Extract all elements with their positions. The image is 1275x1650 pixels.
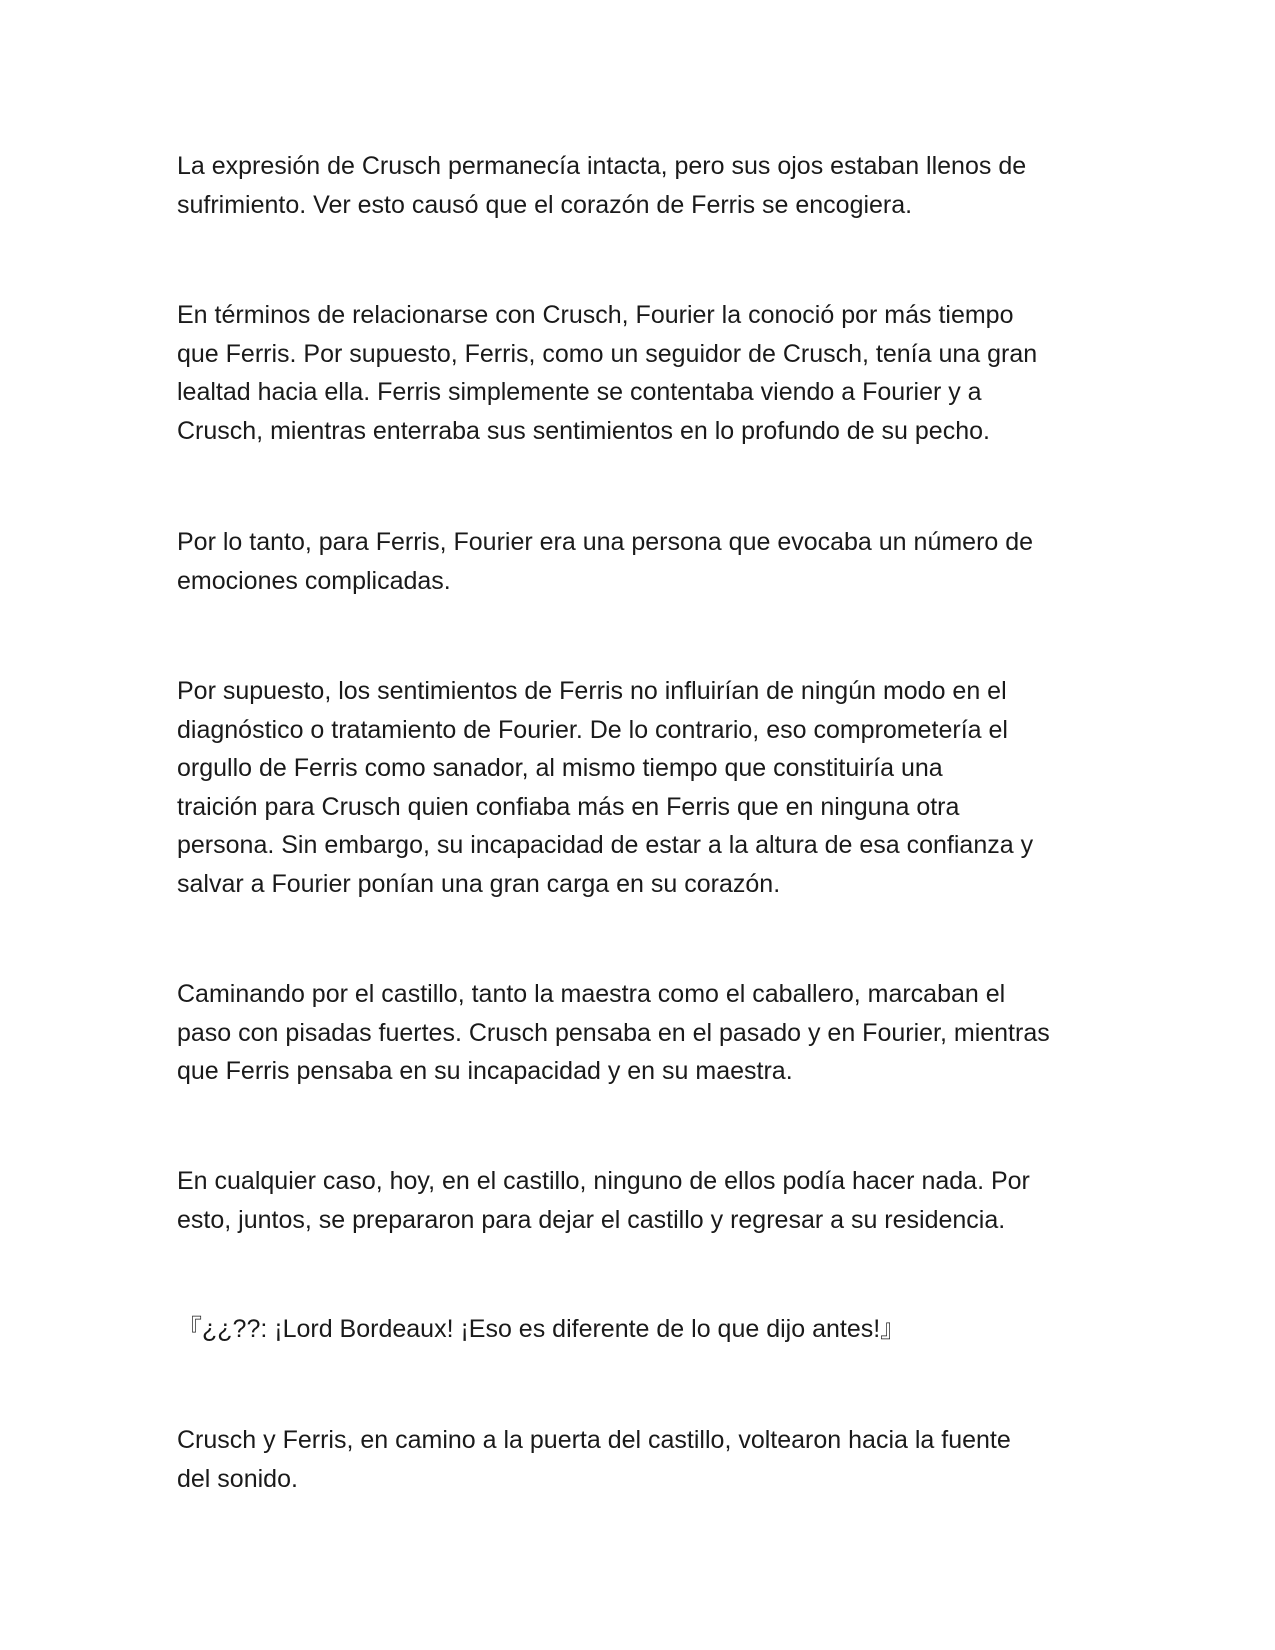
text-line: Caminando por el castillo, tanto la maestra como el caballero, marcaban el — [177, 980, 1006, 1008]
text-line: En cualquier caso, hoy, en el castillo, ninguno de ellos podía hacer nada. Por — [177, 1167, 1030, 1195]
text-line: emociones complicadas. — [177, 566, 451, 595]
text-line: persona. Sin embargo, su incapacidad de estar a la altura de esa confianza y — [177, 831, 1034, 859]
text-line: esto, juntos, se prepararon para dejar el castillo y regresar a su residencia. — [177, 1205, 1006, 1234]
text-line: que Ferris. Por supuesto, Ferris, como un seguidor de Crusch, tenía una gran — [177, 339, 1038, 368]
paragraph-5 — [177, 975, 1107, 1091]
paragraph-4 — [177, 672, 1107, 903]
text-line: salvar a Fourier ponían una gran carga en su corazón. — [177, 869, 781, 898]
text-line: orgullo de Ferris como sanador, al mismo tiempo que constituiría una — [177, 754, 943, 782]
text-line: sufrimiento. Ver esto causó que el corazón de Ferris se encogiera. — [177, 190, 913, 219]
text-line: Por supuesto, los sentimientos de Ferris no influirían de ningún modo en el — [177, 677, 1007, 705]
text-line: Por lo tanto, para Ferris, Fourier era una persona que evocaba un número de — [177, 528, 1034, 556]
paragraph-6 — [177, 1162, 1107, 1239]
paragraph-8 — [177, 1421, 1107, 1498]
text-line: paso con pisadas fuertes. Crusch pensaba en el pasado y en Fourier, mientras — [177, 1018, 1050, 1047]
text-line: del sonido. — [177, 1464, 298, 1493]
text-line: 『¿¿??: ¡Lord Bordeaux! ¡Eso es diferente de lo que dijo antes!』 — [177, 1315, 906, 1343]
text-line: que Ferris pensaba en su incapacidad y en su maestra. — [177, 1057, 793, 1085]
text-line: Crusch, mientras enterraba sus sentimientos en lo profundo de su pecho. — [177, 416, 990, 445]
paragraph-2 — [177, 296, 1107, 450]
dialogue-line — [177, 1310, 1107, 1349]
text-line: En términos de relacionarse con Crusch, Fourier la conoció por más tiempo — [177, 301, 1014, 329]
text-line: traición para Crusch quien confiaba más en Ferris que en ninguna otra — [177, 792, 960, 821]
text-line: La expresión de Crusch permanecía intacta, pero sus ojos estaban llenos de — [177, 152, 1027, 180]
text-line: Crusch y Ferris, en camino a la puerta del castillo, voltearon hacia la fuente — [177, 1426, 1011, 1454]
text-line: lealtad hacia ella. Ferris simplemente se contentaba viendo a Fourier y a — [177, 378, 982, 406]
text-line: diagnóstico o tratamiento de Fourier. De lo contrario, eso comprometería el — [177, 715, 1008, 744]
paragraph-3 — [177, 523, 1107, 600]
paragraph-1 — [177, 147, 1107, 224]
